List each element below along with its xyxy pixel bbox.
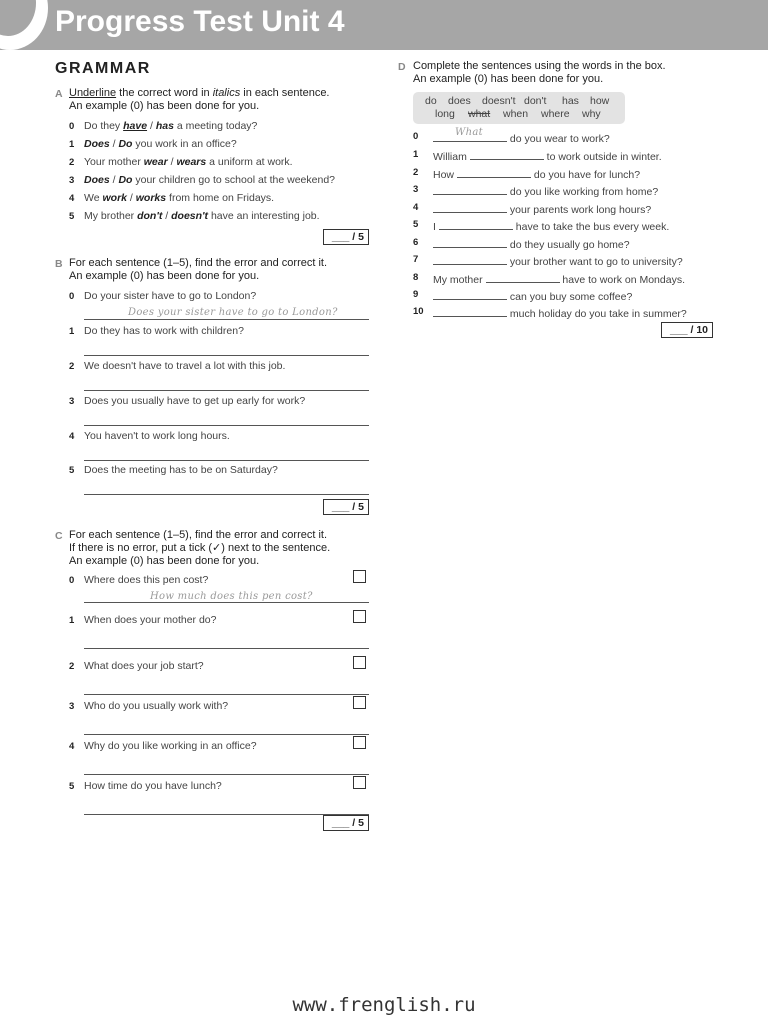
page-title: Progress Test Unit 4 [55,5,345,38]
item-number: 1 [69,615,75,626]
item-number: 3 [69,701,75,712]
item-number: 5 [413,219,419,230]
option-word[interactable]: work [102,192,127,204]
item-number: 0 [69,575,75,586]
sentence-end: have to work on Mondays. [559,274,685,286]
option-word[interactable]: have [123,120,148,132]
tick-checkbox[interactable] [353,610,366,623]
item-number: 2 [69,661,75,672]
item-number: 4 [69,193,75,204]
sentence [433,236,630,251]
blank-field[interactable] [433,127,507,142]
sentence: Does / Do your children go to school at the weekend? [84,174,335,186]
word-box-word: long [435,108,455,120]
page-header [0,0,768,50]
sentence: You haven't to work long hours. [84,430,230,442]
sentence [433,218,669,233]
sentence-end: do you wear to work? [507,133,610,145]
option-word[interactable]: Does [84,174,110,186]
sentence [433,166,640,181]
word-box-word: what [468,108,491,120]
sentence-end: have to take the bus every week. [512,221,670,233]
sentence: Do they has to work with children? [84,325,244,337]
answer-line[interactable] [84,355,369,356]
item-number: 2 [69,361,75,372]
item-number: 7 [413,254,419,265]
section-heading: GRAMMAR [55,60,151,77]
section-b-instruction: For each sentence (1–5), find the error and correct it. [69,257,328,269]
answer-line[interactable] [84,734,369,735]
sentence-end: do they usually go home? [507,239,630,251]
item-number: 4 [69,741,75,752]
instr-italic-word: italics [212,87,241,99]
tick-checkbox[interactable] [353,696,366,709]
sentence [433,305,687,320]
option-word[interactable]: Do [118,138,133,150]
section-d-letter: D [398,61,406,73]
sentence-end: to work outside in winter. [543,151,662,163]
item-number: 8 [413,272,419,283]
item-number: 0 [413,131,419,142]
word-box-word: does [448,95,471,107]
sentence: What does your job start? [84,660,204,672]
word-box-word: when [503,108,529,120]
answer-line[interactable] [84,390,369,391]
sentence-start: How [433,169,457,181]
handwritten-answer: Does your sister have to go to London? [128,307,338,318]
sentence [433,201,651,216]
sentence: Does / Do you work in an office? [84,138,237,150]
sentence [433,271,685,286]
sentence-start: William [433,151,470,163]
section-a-instruction [69,87,330,100]
option-word[interactable]: don't [137,210,163,222]
sentence [433,288,632,303]
sentence-end: your parents work long hours? [507,204,652,216]
word-box-word: why [582,108,601,120]
section-c-example-note: An example (0) has been done for you. [69,555,260,567]
answer-line[interactable] [84,774,369,775]
item-number: 9 [413,289,419,300]
sentence [433,148,662,163]
option-word[interactable]: doesn't [171,210,209,222]
word-box-word: do [425,95,437,107]
blank-field[interactable] [433,201,507,213]
answer-line[interactable] [84,460,369,461]
section-a-example-note: An example (0) has been done for you. [69,100,260,112]
section-b-score-box: ___ / 5 [323,499,369,515]
sentence: Does the meeting has to be on Saturday? [84,464,278,476]
sentence: Does you usually have to get up early for work? [84,395,306,407]
sentence [433,253,683,268]
sentence-end: your brother want to go to university? [507,256,683,268]
item-number: 4 [413,202,419,213]
handwritten-answer: What [455,127,483,138]
handwritten-answer: How much does this pen cost? [150,591,313,602]
item-number: 3 [69,175,75,186]
sentence-end: do you like working from home? [507,186,659,198]
option-word[interactable]: wears [176,156,207,168]
answer-line[interactable] [84,602,369,603]
section-b-letter: B [55,258,63,270]
section-c-instruction: For each sentence (1–5), find the error and correct it. [69,529,328,541]
blank-field[interactable] [433,183,507,195]
answer-line[interactable] [84,694,369,695]
blank-field[interactable] [486,271,560,283]
section-a-letter: A [55,88,63,100]
answer-line[interactable] [84,425,369,426]
sentence: Why do you like working in an office? [84,740,257,752]
blank-field[interactable] [470,148,544,160]
option-word[interactable]: Do [118,174,133,186]
item-number: 4 [69,431,75,442]
sentence-start: I [433,221,439,233]
section-c-letter: C [55,530,63,542]
blank-field[interactable] [433,236,507,248]
instr-text: the correct word in [116,87,213,99]
section-a-score-box: ___ / 5 [323,229,369,245]
word-box-word: where [541,108,570,120]
sentence: How time do you have lunch? [84,780,222,792]
section-d-example-note: An example (0) has been done for you. [413,73,604,85]
sentence-end: much holiday do you take in summer? [507,308,687,320]
sentence [433,127,610,145]
section-b-example-note: An example (0) has been done for you. [69,270,260,282]
section-c-instruction-2: If there is no error, put a tick (✓) next to the sentence. [69,542,331,554]
blank-field[interactable] [433,253,507,265]
word-box-word: how [590,95,610,107]
instr-text: in each sentence. [240,87,330,99]
item-number: 0 [69,121,75,132]
sentence: Where does this pen cost? [84,574,209,586]
blank-field[interactable] [433,305,507,317]
word-box-word: don't [524,95,547,107]
sentence-start: My mother [433,274,486,286]
sentence: We work / works from home on Fridays. [84,192,275,204]
item-number: 10 [413,306,424,317]
sentence: Your mother wear / wears a uniform at work. [84,156,293,168]
option-word[interactable]: has [155,120,174,132]
item-number: 0 [69,291,75,302]
tick-checkbox[interactable] [353,776,366,789]
word-box-word: has [562,95,579,107]
sentence-end: do you have for lunch? [530,169,641,181]
item-number: 1 [413,149,419,160]
blank-field[interactable] [433,288,507,300]
item-number: 5 [69,211,75,222]
item-number: 2 [69,157,75,168]
item-number: 1 [69,139,75,150]
item-number: 3 [69,396,75,407]
section-d-instruction: Complete the sentences using the words in the box. [413,60,666,72]
answer-line[interactable] [84,494,369,495]
sentence: My brother don't / doesn't have an interesting job. [84,210,320,222]
item-number: 5 [69,465,75,476]
item-number: 2 [413,167,419,178]
tick-checkbox[interactable] [353,736,366,749]
item-number: 6 [413,237,419,248]
word-box-word: doesn't [482,95,516,107]
sentence: When does your mother do? [84,614,217,626]
item-number: 3 [413,184,419,195]
sentence: Do your sister have to go to London? [84,290,257,302]
sentence [433,183,658,198]
tick-checkbox[interactable] [353,570,366,583]
section-d-score-box: ___ / 10 [661,322,713,338]
option-word[interactable]: works [135,192,167,204]
sentence: Who do you usually work with? [84,700,229,712]
blank-field[interactable] [439,218,513,230]
footer-url: www.frenglish.ru [292,994,476,1016]
answer-line[interactable] [84,648,369,649]
option-word[interactable]: wear [143,156,168,168]
section-c-score-box: ___ / 5 [323,815,369,831]
item-number: 1 [69,326,75,337]
blank-field[interactable] [457,166,531,178]
item-number: 5 [69,781,75,792]
sentence-end: can you buy some coffee? [507,291,633,303]
tick-checkbox[interactable] [353,656,366,669]
sentence: Do they have / has a meeting today? [84,120,258,132]
answer-line[interactable] [84,319,369,320]
instr-underline-word: Underline [69,87,117,99]
option-word[interactable]: Does [84,138,110,150]
sentence: We doesn't have to travel a lot with this job. [84,360,286,372]
